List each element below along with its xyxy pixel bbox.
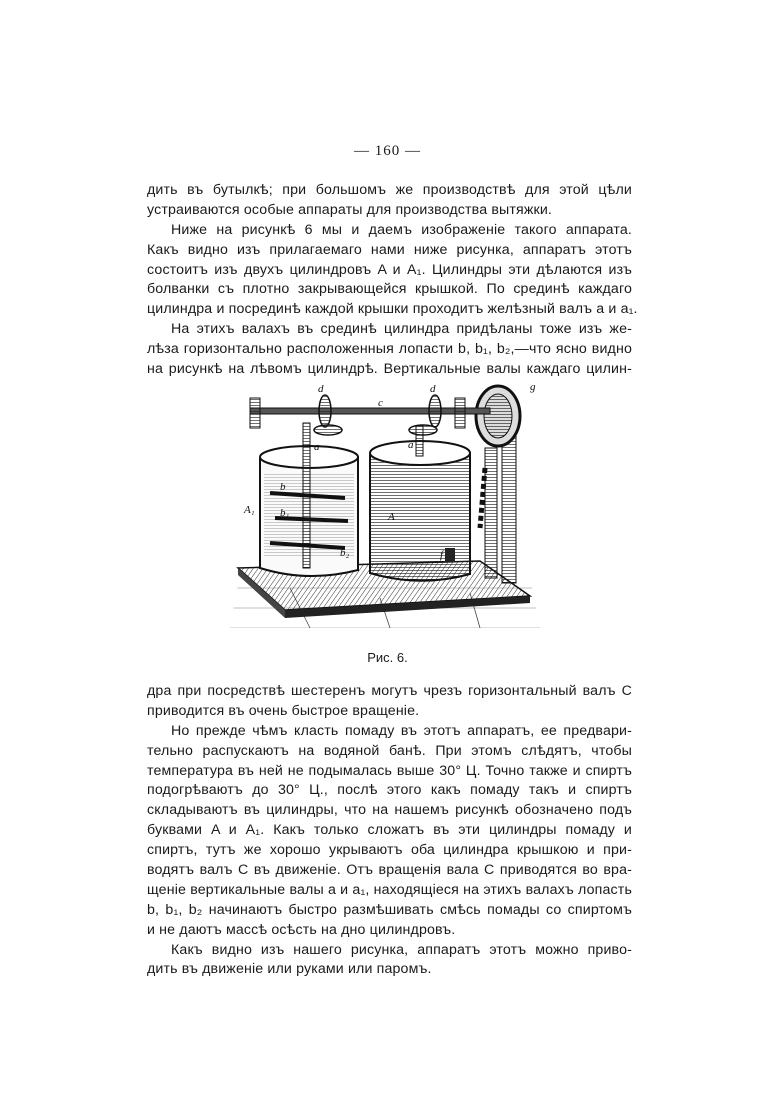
text-block-top xyxy=(147,181,638,380)
text-block-bottom xyxy=(147,682,632,980)
horizontal-shaft xyxy=(250,398,490,428)
label-d-right: d xyxy=(430,383,436,395)
label-b: b xyxy=(280,481,286,493)
text-line: щеніе вертикальные валы a и a₁, находящіеся на этихъ валахъ лопасть xyxy=(147,881,632,898)
label-d-left: d xyxy=(318,383,324,395)
text-line: состоитъ изъ двухъ цилиндровъ A и A₁. Цилиндры эти дѣлаются изъ xyxy=(147,261,632,278)
text-line: Какъ видно изъ прилагаемаго нами ниже рисунка, аппаратъ этотъ xyxy=(147,241,632,258)
label-b1: b₁ xyxy=(280,507,290,519)
text-line: дить въ бутылкѣ; при большомъ же производствѣ для этой цѣли xyxy=(147,182,632,198)
text-line: дра при посредствѣ шестеренъ могутъ чрезъ горизонтальный валъ C xyxy=(147,683,632,699)
text-line: подогрѣваютъ до 30° Ц., послѣ этого какъ помаду такъ и спиртъ xyxy=(147,782,632,799)
text-line: температура въ ней не подымалась выше 30° Ц. Точно также и спиртъ xyxy=(147,762,632,779)
text-line: тельно распускаютъ на водяной банѣ. При этомъ слѣдятъ, чтобы xyxy=(147,742,632,759)
text-line: водятъ валъ C въ движеніе. Отъ вращенія вала C приводятся во вра- xyxy=(147,862,632,879)
text-line: складываютъ въ цилиндры, что на нашемъ рисункѣ обозначено подъ xyxy=(147,802,632,819)
text-line: приводится въ очень быстрое вращеніе. xyxy=(147,702,420,719)
label-b2: b₂ xyxy=(340,547,350,559)
text-line: лѣза горизонтально расположенныя лопасти b, b₁, b₂,—что ясно видно xyxy=(147,341,632,358)
label-A: A xyxy=(388,511,395,523)
text-line: на рисункѣ на лѣвомъ цилиндрѣ. Вертикальные валы каждаго цилин- xyxy=(147,361,632,378)
text-line: цилиндра и посрединѣ каждой крышки проходитъ желѣзный валъ a и a₁. xyxy=(147,301,638,318)
apparatus-illustration xyxy=(230,378,550,638)
text-line: Какъ видно изъ нашего рисунка, аппаратъ этотъ можно приво- xyxy=(171,941,632,958)
label-A1: A₁ xyxy=(244,504,255,516)
text-line: Ниже на рисункѣ 6 мы и даемъ изображеніе такого аппарата. xyxy=(171,221,632,238)
text-line: спиртъ, тутъ же хорошо укрываютъ оба цилиндра крышкою и при- xyxy=(147,842,632,859)
drive-frame xyxy=(476,386,520,583)
label-a-left: a xyxy=(314,441,320,453)
text-line: устраиваются особые аппараты для производства вытяжки. xyxy=(147,201,553,218)
text-line: На этихъ валахъ въ срединѣ цилиндра придѣланы тоже изъ же- xyxy=(171,321,632,338)
page-number: — 160 — xyxy=(354,143,421,159)
label-g: g xyxy=(530,381,536,393)
text-line: буквами A и A₁. Какъ только сложатъ въ эти цилиндры помаду и xyxy=(147,822,632,839)
figure-caption: Рис. 6. xyxy=(367,650,408,665)
label-c: c xyxy=(378,397,383,409)
text-line: Но прежде чѣмъ класть помаду въ этотъ аппаратъ, ее предвари- xyxy=(171,722,632,739)
label-a-right: a xyxy=(408,439,414,451)
text-line: и не даютъ массѣ осѣсть на дно цилиндровъ. xyxy=(147,921,456,938)
text-line: b, b₁, b₂ начинаютъ быстро размѣшивать смѣсь помады со спиртомъ xyxy=(147,901,632,918)
label-f: f xyxy=(440,549,444,561)
text-line: дить въ движеніе или руками или паромъ. xyxy=(147,961,432,978)
cylinder-right xyxy=(370,426,470,581)
text-line: болванки съ плотно закрывающейся крышкой. По срединѣ каждаго xyxy=(147,281,632,298)
